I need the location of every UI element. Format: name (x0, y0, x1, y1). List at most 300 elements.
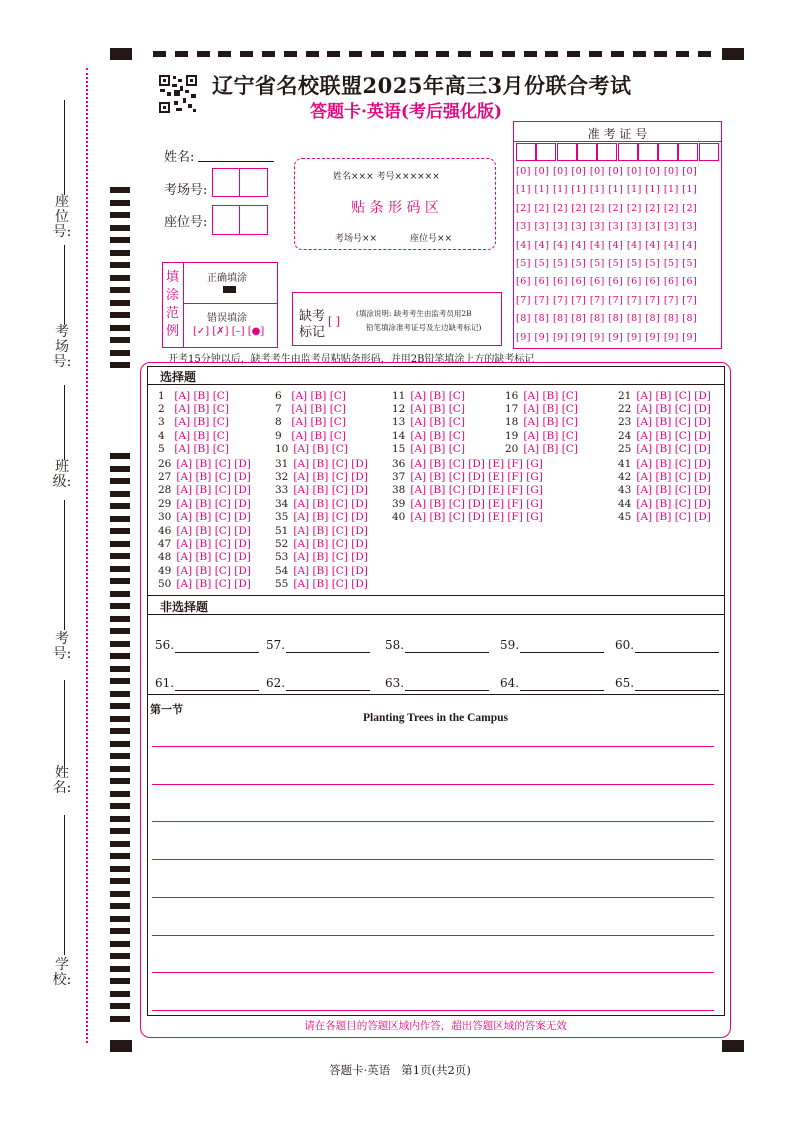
choice-question[interactable] (618, 403, 711, 415)
answer-options[interactable]: [A] [B] [C] (410, 390, 465, 402)
choice-question[interactable] (158, 578, 251, 590)
side-seat-label: 座位号: (52, 194, 72, 240)
answer-options[interactable]: [A] [B] [C] (523, 442, 578, 455)
blank-answer-line[interactable] (286, 652, 370, 653)
timing-mark (110, 325, 130, 331)
blank-answer-line[interactable] (286, 690, 370, 691)
timing-mark (110, 953, 130, 959)
answer-options[interactable]: [A] [B] [C] (291, 403, 346, 416)
answer-options[interactable]: [A] [B] [C] [D] (176, 551, 251, 564)
absent-bracket[interactable]: [ ] (328, 315, 341, 328)
choice-question[interactable] (275, 430, 346, 442)
choice-question[interactable] (158, 511, 251, 523)
writing-line[interactable] (152, 746, 714, 747)
exam-id-digit-box[interactable] (597, 143, 617, 161)
question-number: 35 (275, 510, 289, 523)
question-number: 32 (275, 471, 289, 484)
timing-mark (110, 275, 130, 281)
answer-options[interactable]: [A] [B] [C] (410, 416, 465, 429)
writing-line[interactable] (152, 784, 714, 785)
question-number: 16 (505, 390, 519, 402)
answer-options[interactable]: [A] [B] [C] [D] (636, 403, 711, 416)
choice-question[interactable] (392, 403, 465, 415)
fill-example-label: 填涂范例 (166, 270, 180, 339)
answer-options[interactable]: [A] [B] [C] [D] (636, 442, 711, 455)
choice-question[interactable] (618, 484, 711, 496)
choice-question[interactable] (392, 390, 465, 402)
choice-question[interactable] (505, 430, 578, 442)
question-number: 39 (392, 497, 406, 510)
answer-options[interactable]: [A] [B] [C] (523, 390, 578, 402)
blank-answer-line[interactable] (175, 690, 259, 691)
choice-question[interactable] (158, 498, 251, 510)
exam-id-digit-box[interactable] (536, 143, 556, 161)
choice-question[interactable] (392, 443, 465, 455)
blank-number: 65. (615, 676, 635, 690)
answer-options[interactable]: [A] [B] [C] (291, 429, 346, 442)
choice-question[interactable] (392, 498, 543, 510)
absent-label-1: 缺考 (299, 309, 326, 324)
timing-mark (110, 466, 130, 472)
question-number: 19 (505, 429, 519, 442)
timing-mark (110, 350, 130, 356)
timing-dash (153, 51, 166, 57)
answer-options[interactable]: [A] [B] [C] [D] (176, 538, 251, 551)
timing-mark (110, 491, 130, 497)
timing-mark (110, 1016, 130, 1022)
timing-mark (110, 691, 130, 697)
timing-dash (371, 51, 384, 57)
choice-question[interactable] (275, 458, 368, 470)
exam-id-digit-box[interactable] (557, 143, 577, 161)
timing-dash (240, 51, 253, 57)
page-subtitle: 答题卡·英语(考后强化版) (310, 102, 503, 122)
choice-question[interactable] (158, 430, 229, 442)
choice-question[interactable] (392, 511, 543, 523)
writing-line[interactable] (152, 1010, 714, 1011)
choice-question[interactable] (275, 416, 346, 428)
exam-id-digit-box[interactable] (577, 143, 597, 161)
blank-number: 63. (385, 676, 405, 690)
choice-question[interactable] (275, 443, 348, 455)
timing-mark (110, 628, 130, 634)
room-box-2[interactable] (239, 168, 268, 197)
question-number: 45 (618, 510, 632, 523)
question-number: 14 (392, 429, 406, 442)
question-number: 29 (158, 497, 172, 510)
choice-question[interactable] (158, 471, 251, 483)
timing-dash (502, 51, 515, 57)
name-field[interactable] (198, 161, 274, 162)
timing-dash (327, 51, 340, 57)
timing-mark (110, 728, 130, 734)
answer-options[interactable]: [A] [B] [C] [D] (293, 577, 368, 590)
exam-id-digit-box[interactable] (699, 143, 719, 161)
blank-answer-line[interactable] (405, 652, 489, 653)
answer-options[interactable]: [A] [B] [C] [D] (636, 471, 711, 484)
timing-mark (110, 616, 130, 622)
answer-options[interactable]: [A] [B] [C] (174, 442, 229, 455)
choice-question[interactable] (505, 416, 578, 428)
choice-question[interactable] (158, 390, 229, 402)
timing-mark (110, 362, 130, 368)
timing-mark (110, 187, 130, 193)
answer-options[interactable]: [A] [B] [C] [D] (293, 551, 368, 564)
timing-mark (110, 262, 130, 268)
barcode-area[interactable] (294, 158, 496, 250)
question-number: 38 (392, 484, 406, 497)
timing-dash (611, 51, 624, 57)
choice-question[interactable] (275, 538, 368, 550)
timing-dash (524, 51, 537, 57)
timing-mark (110, 741, 130, 747)
question-number: 20 (505, 442, 519, 455)
timing-dash (349, 51, 362, 57)
question-number: 52 (275, 538, 289, 551)
choice-question[interactable] (618, 458, 711, 470)
choice-question[interactable] (392, 430, 465, 442)
timing-dash (284, 51, 297, 57)
answer-options[interactable]: [A] [B] [C] [D] (636, 416, 711, 429)
blank-answer-line[interactable] (175, 652, 259, 653)
timing-mark (110, 503, 130, 509)
timing-mark (110, 778, 130, 784)
question-number: 27 (158, 471, 172, 484)
choice-question[interactable] (158, 565, 251, 577)
answer-options[interactable]: [A] [B] [C] (410, 429, 465, 442)
timing-mark (110, 578, 130, 584)
timing-dash (676, 51, 689, 57)
timing-mark (110, 766, 130, 772)
choice-question[interactable] (158, 525, 251, 537)
timing-mark (110, 553, 130, 559)
question-number: 2 (158, 403, 165, 416)
choice-question[interactable] (275, 578, 368, 590)
answer-options[interactable]: [A] [B] [C] [D] [E] [F] [G] (410, 458, 543, 470)
timing-dash (436, 51, 449, 57)
answer-options[interactable]: [A] [B] [C] [D] [E] [F] [G] (410, 471, 543, 484)
wrong-fill-label: 错误填涂 (207, 313, 247, 324)
choice-question[interactable] (392, 484, 543, 496)
writing-line[interactable] (152, 935, 714, 936)
choice-question[interactable] (158, 443, 229, 455)
timing-mark (110, 1003, 130, 1009)
answer-options[interactable]: [A] [B] [C] [D] [E] [F] [G] (410, 484, 543, 497)
question-number: 50 (158, 577, 172, 590)
timing-dash (698, 51, 711, 57)
choice-question[interactable] (158, 458, 251, 470)
timing-mark (110, 225, 130, 231)
choice-question[interactable] (275, 471, 368, 483)
choice-question[interactable] (158, 416, 229, 428)
question-number: 48 (158, 551, 172, 564)
choice-question[interactable] (275, 484, 368, 496)
choice-question[interactable] (158, 484, 251, 496)
blank-number: 58. (385, 638, 405, 652)
exam-id-row[interactable]: [8] [8] [8] [8] [8] [8] [8] [8] [8] [8] (516, 313, 698, 325)
timing-mark (110, 678, 130, 684)
exam-id-digit-box[interactable] (638, 143, 658, 161)
timing-mark (110, 916, 130, 922)
timing-mark (110, 212, 130, 218)
choice-question[interactable] (618, 430, 711, 442)
absent-label-2: 标记 (299, 325, 326, 340)
question-number: 12 (392, 403, 406, 416)
timing-dash (567, 51, 580, 57)
timing-dash (218, 51, 231, 57)
timing-mark (110, 478, 130, 484)
seat-box-2[interactable] (239, 205, 268, 235)
choice-question[interactable] (505, 443, 578, 455)
choice-question[interactable] (618, 498, 711, 510)
question-number: 40 (392, 510, 406, 523)
page-footer: 答题卡·英语 第1页(共2页) (329, 1063, 471, 1077)
timing-mark (110, 653, 130, 659)
timing-mark (110, 816, 130, 822)
absent-note-2: 铅笔填涂准考证号及左边缺考标记) (366, 323, 482, 332)
question-number: 49 (158, 564, 172, 577)
question-number: 5 (158, 442, 165, 455)
question-number: 18 (505, 416, 519, 429)
choice-question[interactable] (618, 471, 711, 483)
timing-mark (110, 803, 130, 809)
timing-mark (110, 941, 130, 947)
question-number: 43 (618, 484, 632, 497)
timing-dash (458, 51, 471, 57)
question-number: 11 (392, 390, 406, 402)
answer-options[interactable]: [A] [B] [C] [D] (176, 484, 251, 497)
absent-box (292, 292, 502, 346)
answer-options[interactable]: [A] [B] [C] [D] (176, 471, 251, 484)
answer-options[interactable]: [A] [B] [C] (410, 403, 465, 416)
barcode-room: 考场号×× (335, 234, 378, 244)
exam-id-row[interactable]: [2] [2] [2] [2] [2] [2] [2] [2] [2] [2] (516, 202, 698, 214)
timing-mark (110, 603, 130, 609)
answer-options[interactable]: [A] [B] [C] (291, 390, 346, 402)
exam-id-row[interactable]: [9] [9] [9] [9] [9] [9] [9] [9] [9] [9] (516, 331, 698, 343)
timing-dash (197, 51, 210, 57)
exam-id-digit-box[interactable] (516, 143, 536, 161)
question-number: 7 (275, 403, 282, 416)
answer-options[interactable]: [A] [B] [C] [D] (176, 564, 251, 577)
answer-options[interactable]: [A] [B] [C] (410, 442, 465, 455)
timing-mark (110, 591, 130, 597)
choice-question[interactable] (392, 416, 465, 428)
question-number: 34 (275, 497, 289, 510)
exam-id-digit-box[interactable] (618, 143, 638, 161)
timing-dash (262, 51, 275, 57)
question-number: 25 (618, 442, 632, 455)
absent-note-1: (填涂说明: 缺考考生由监考员用2B (356, 309, 472, 318)
question-number: 4 (158, 429, 165, 442)
timing-mark (110, 250, 130, 256)
timing-mark (110, 337, 130, 343)
timing-dash (633, 51, 646, 57)
timing-mark (110, 966, 130, 972)
answer-options[interactable]: [A] [B] [C] [D] (176, 497, 251, 510)
answer-options[interactable]: [A] [B] [C] [D] (293, 525, 368, 537)
timing-mark (110, 516, 130, 522)
blank-number: 60. (615, 638, 635, 652)
choice-question[interactable] (275, 403, 346, 415)
timing-dash (306, 51, 319, 57)
blank-answer-line[interactable] (520, 652, 604, 653)
answer-options[interactable]: [A] [B] [C] [D] (636, 510, 711, 523)
question-number: 42 (618, 471, 632, 484)
room-label: 考场号: (164, 183, 208, 198)
choice-question[interactable] (618, 443, 711, 455)
exam-id-row[interactable]: [6] [6] [6] [6] [6] [6] [6] [6] [6] [6] (516, 276, 698, 288)
blank-answer-line[interactable] (635, 652, 719, 653)
question-number: 55 (275, 577, 289, 590)
exam-id-row[interactable]: [5] [5] [5] [5] [5] [5] [5] [5] [5] [5] (516, 258, 698, 269)
timing-dash (415, 51, 428, 57)
blank-answer-line[interactable] (405, 690, 489, 691)
exam-id-row[interactable]: [1] [1] [1] [1] [1] [1] [1] [1] [1] [1] (516, 184, 698, 196)
question-number: 47 (158, 538, 172, 551)
writing-line[interactable] (152, 859, 714, 860)
answer-options[interactable]: [A] [B] [C] (293, 442, 348, 455)
timing-mark (110, 528, 130, 534)
choice-question[interactable] (392, 458, 543, 470)
question-number: 37 (392, 471, 406, 484)
choice-question[interactable] (275, 498, 368, 510)
choice-question[interactable] (275, 511, 368, 523)
question-number: 23 (618, 416, 632, 429)
answer-options[interactable]: [A] [B] [C] [D] [E] [F] [G] (410, 497, 543, 510)
timing-mark (110, 453, 130, 459)
answer-options[interactable]: [A] [B] [C] [D] (636, 484, 711, 497)
answer-options[interactable]: [A] [B] [C] [D] (293, 510, 368, 523)
choice-question[interactable] (505, 390, 578, 402)
exam-id-row[interactable]: [0] [0] [0] [0] [0] [0] [0] [0] [0] [0] (516, 166, 698, 177)
answer-options[interactable]: [A] [B] [C] [D] (293, 484, 368, 497)
choice-question[interactable] (275, 525, 368, 537)
answer-options[interactable]: [A] [B] [C] [D] (293, 471, 368, 484)
exam-notice: 开考15分钟以后，缺考考生由监考员粘贴条形码，并用2B铅笔填涂上方的缺考标记 (168, 354, 535, 365)
blank-number: 56. (155, 638, 175, 652)
nonchoice-section-title: 非选择题 (160, 600, 209, 614)
blank-answer-line[interactable] (635, 690, 719, 691)
answer-options[interactable]: [A] [B] [C] (523, 429, 578, 442)
question-number: 10 (275, 442, 289, 455)
answer-options[interactable]: [A] [B] [C] [D] (293, 538, 368, 551)
answer-options[interactable]: [A] [B] [C] [D] (293, 458, 368, 470)
timing-mark (110, 991, 130, 997)
seat-box-1[interactable] (212, 205, 240, 235)
timing-mark (110, 541, 130, 547)
answer-options[interactable]: [A] [B] [C] (174, 390, 229, 402)
barcode-title: 贴 条 形 码 区 (351, 200, 439, 216)
choice-question[interactable] (618, 416, 711, 428)
side-room-label: 考场号: (52, 324, 72, 370)
qr-code (158, 74, 198, 114)
answer-options[interactable]: [A] [B] [C] [D] (176, 577, 251, 590)
question-number: 44 (618, 497, 632, 510)
fill-example-box (162, 262, 278, 348)
question-number: 53 (275, 551, 289, 564)
section1-title: Planting Trees in the Campus (362, 712, 509, 724)
question-number: 15 (392, 442, 406, 455)
choice-question[interactable] (275, 551, 368, 563)
timing-mark (110, 287, 130, 293)
timing-mark (110, 978, 130, 984)
answer-options[interactable]: [A] [B] [C] [D] [E] [F] [G] (410, 510, 543, 523)
answer-options[interactable]: [A] [B] [C] [D] (636, 390, 711, 402)
correct-fill-label: 正确填涂 (207, 273, 247, 284)
timing-mark (110, 566, 130, 572)
choice-question[interactable] (275, 390, 346, 402)
exam-id-digit-box[interactable] (678, 143, 698, 161)
timing-mark (110, 641, 130, 647)
answer-options[interactable]: [A] [B] [C] [D] (636, 458, 711, 470)
question-number: 6 (275, 390, 282, 402)
name-label: 姓名: (164, 150, 195, 165)
answer-options[interactable]: [A] [B] [C] [D] (636, 429, 711, 442)
answer-options[interactable]: [A] [B] [C] [D] (293, 497, 368, 510)
choice-question[interactable] (158, 551, 251, 563)
cut-line (86, 68, 88, 1043)
question-number: 31 (275, 458, 289, 470)
timing-mark (110, 791, 130, 797)
writing-line[interactable] (152, 972, 714, 973)
exam-id-row[interactable]: [7] [7] [7] [7] [7] [7] [7] [7] [7] [7] (516, 294, 698, 306)
choice-question[interactable] (618, 390, 711, 402)
choice-question[interactable] (158, 403, 229, 415)
room-box-1[interactable] (212, 168, 240, 197)
answer-options[interactable]: [A] [B] [C] (174, 416, 229, 429)
answer-options[interactable]: [A] [B] [C] [D] (176, 458, 251, 470)
question-number: 36 (392, 458, 406, 470)
barcode-info-line: 姓名××× 考号×××××× (333, 172, 440, 182)
timing-dash (589, 51, 602, 57)
blank-answer-line[interactable] (520, 690, 604, 691)
question-number: 21 (618, 390, 632, 402)
question-number: 17 (505, 403, 519, 416)
timing-dash (654, 51, 667, 57)
timing-dash (480, 51, 493, 57)
wrong-fill-marks: [✓] [✗] [–] [●] (193, 326, 265, 337)
choice-question[interactable] (275, 565, 368, 577)
choice-question[interactable] (158, 538, 251, 550)
answer-options[interactable]: [A] [B] [C] (174, 429, 229, 442)
exam-id-row[interactable]: [3] [3] [3] [3] [3] [3] [3] [3] [3] [3] (516, 221, 698, 233)
timing-mark (110, 300, 130, 306)
question-number: 13 (392, 416, 406, 429)
question-number: 30 (158, 510, 172, 523)
writing-line[interactable] (152, 821, 714, 822)
writing-line[interactable] (152, 897, 714, 898)
timing-dash (545, 51, 558, 57)
answer-options[interactable]: [A] [B] [C] [D] (293, 564, 368, 577)
timing-mark (110, 903, 130, 909)
exam-id-digit-box[interactable] (658, 143, 678, 161)
answer-options[interactable]: [A] [B] [C] (523, 403, 578, 416)
answer-options[interactable]: [A] [B] [C] [D] (176, 525, 251, 537)
choice-question[interactable] (392, 471, 543, 483)
exam-id-row[interactable]: [4] [4] [4] [4] [4] [4] [4] [4] [4] [4] (516, 239, 698, 251)
answer-options[interactable]: [A] [B] [C] [D] (176, 510, 251, 523)
answer-options[interactable]: [A] [B] [C] (291, 416, 346, 429)
question-number: 41 (618, 458, 632, 470)
answer-options[interactable]: [A] [B] [C] [D] (636, 497, 711, 510)
blank-number: 61. (155, 676, 175, 690)
choice-question[interactable] (618, 511, 711, 523)
question-number: 54 (275, 564, 289, 577)
answer-options[interactable]: [A] [B] [C] (174, 403, 229, 416)
choice-question[interactable] (505, 403, 578, 415)
answer-options[interactable]: [A] [B] [C] (523, 416, 578, 429)
